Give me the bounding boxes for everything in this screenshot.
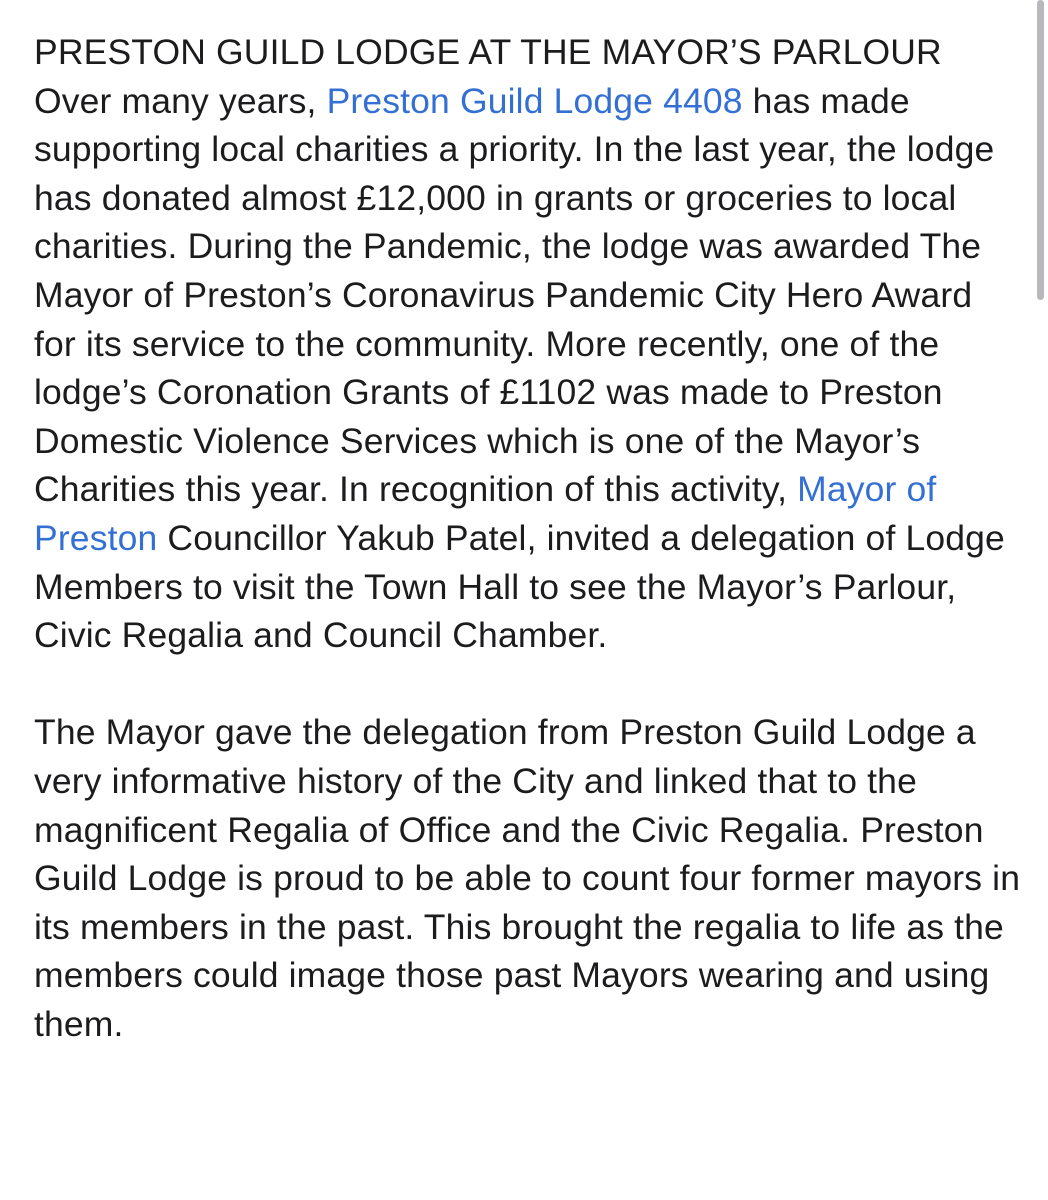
post-paragraph-1	[34, 77, 1024, 660]
preston-guild-lodge-link[interactable]: Preston Guild Lodge 4408	[326, 80, 743, 121]
paragraph-1-text-a: Over many years,	[34, 80, 327, 121]
post-paragraph-2: The Mayor gave the delegation from Preston Guild Lodge a very informative history of the City and linked that to the magnificent Regalia of Office and the Civic Regalia. Preston Guild Lodge is proud to be able to count four former mayors in its members in the past. This brought the regalia to life as the members could image those past Mayors wearing and using them.	[34, 712, 1021, 1044]
post-body	[34, 28, 1024, 1048]
scrollbar-thumb[interactable]	[1037, 0, 1044, 300]
paragraph-1-text-b: has made supporting local charities a priority. In the last year, the lodge has donated almost £12,000 in grants or groceries to local charities. During the Pandemic, the lodge was awarded The Mayor of Preston’s Coronavirus Pandemic City Hero Award for its service to the community. More recently, one of the lodge’s Coronation Grants of £1102 was made to Preston Domestic Violence Services which is one of the Mayor’s Charities this year. In recognition of this activity,	[34, 80, 995, 510]
mayor-of-preston-link[interactable]: Mayor of Preston	[34, 469, 937, 558]
post-title: PRESTON GUILD LODGE AT THE MAYOR’S PARLOUR	[34, 32, 942, 72]
paragraph-1-text-c: Councillor Yakub Patel, invited a delegation of Lodge Members to visit the Town Hall to see the Mayor’s Parlour, Civic Regalia and Council Chamber.	[34, 517, 1005, 656]
paragraph-spacer	[34, 660, 1024, 709]
